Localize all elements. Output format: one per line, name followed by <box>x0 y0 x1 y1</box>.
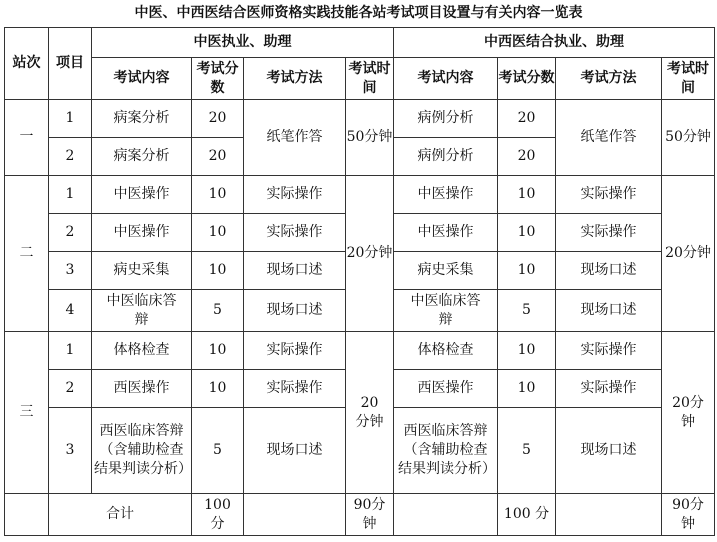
int-score: 20 <box>498 138 556 176</box>
int-method: 实际操作 <box>556 176 662 214</box>
tcm-time: 50分钟 <box>346 100 394 176</box>
int-content: 中医操作 <box>394 176 498 214</box>
int-score: 5 <box>498 290 556 332</box>
tcm-time: 20分钟 <box>346 332 394 494</box>
int-content: 病例分析 <box>394 100 498 138</box>
tcm-method: 实际操作 <box>244 370 346 408</box>
int-score: 10 <box>498 370 556 408</box>
header-integrated-group: 中西医结合执业、助理 <box>394 28 715 58</box>
int-time: 20分钟 <box>662 332 715 494</box>
tcm-score: 10 <box>192 332 244 370</box>
tcm-content: 中医操作 <box>92 214 192 252</box>
table-row <box>5 176 715 214</box>
station-label: 一 <box>5 100 49 176</box>
tcm-method: 实际操作 <box>244 332 346 370</box>
tcm-content: 西医操作 <box>92 370 192 408</box>
tcm-method: 实际操作 <box>244 214 346 252</box>
exam-table <box>4 27 715 536</box>
tcm-score: 10 <box>192 252 244 290</box>
tcm-score: 10 <box>192 176 244 214</box>
int-method: 纸笔作答 <box>556 100 662 176</box>
tcm-score: 5 <box>192 290 244 332</box>
item-number: 1 <box>49 100 92 138</box>
table-row <box>5 332 715 370</box>
int-score: 10 <box>498 332 556 370</box>
table-row <box>5 100 715 138</box>
header-station: 站次 <box>5 28 49 100</box>
item-number: 2 <box>49 214 92 252</box>
int-content: 西医操作 <box>394 370 498 408</box>
total-tcm-time: 90分钟 <box>346 494 394 536</box>
int-score: 10 <box>498 176 556 214</box>
item-number: 2 <box>49 370 92 408</box>
tcm-content: 体格检查 <box>92 332 192 370</box>
item-number: 3 <box>49 252 92 290</box>
item-number: 2 <box>49 138 92 176</box>
int-score: 10 <box>498 252 556 290</box>
header-item: 项目 <box>49 28 92 100</box>
item-number: 4 <box>49 290 92 332</box>
total-int-score: 100 分 <box>498 494 556 536</box>
total-tcm-score: 100分 <box>192 494 244 536</box>
int-time: 20分钟 <box>662 176 715 332</box>
tcm-content: 病案分析 <box>92 100 192 138</box>
tcm-content: 西医临床答辩（含辅助检查结果判读分析） <box>92 408 192 494</box>
int-score: 5 <box>498 408 556 494</box>
int-method: 实际操作 <box>556 332 662 370</box>
int-method: 实际操作 <box>556 370 662 408</box>
tcm-method: 纸笔作答 <box>244 100 346 176</box>
header-tcm-score: 考试分数 <box>192 58 244 100</box>
item-number: 1 <box>49 176 92 214</box>
tcm-content: 中医临床答辩 <box>92 290 192 332</box>
station-label: 三 <box>5 332 49 494</box>
header-int-time: 考试时间 <box>662 58 715 100</box>
item-number: 3 <box>49 408 92 494</box>
tcm-score: 20 <box>192 100 244 138</box>
int-score: 20 <box>498 100 556 138</box>
header-tcm-time: 考试时间 <box>346 58 394 100</box>
tcm-content: 病案分析 <box>92 138 192 176</box>
table-title: 中医、中西医结合医师资格实践技能各站考试项目设置与有关内容一览表 <box>134 5 583 21</box>
tcm-time: 20分钟 <box>346 176 394 332</box>
int-time: 50分钟 <box>662 100 715 176</box>
header-int-content: 考试内容 <box>394 58 498 100</box>
int-method: 现场口述 <box>556 252 662 290</box>
tcm-method: 现场口述 <box>244 408 346 494</box>
tcm-content: 中医操作 <box>92 176 192 214</box>
total-int-time: 90分钟 <box>662 494 715 536</box>
tcm-score: 5 <box>192 408 244 494</box>
int-method: 现场口述 <box>556 408 662 494</box>
int-score: 10 <box>498 214 556 252</box>
tcm-score: 20 <box>192 138 244 176</box>
tcm-content: 病史采集 <box>92 252 192 290</box>
header-tcm-method: 考试方法 <box>244 58 346 100</box>
header-int-score: 考试分数 <box>498 58 556 100</box>
tcm-score: 10 <box>192 370 244 408</box>
int-content: 西医临床答辩（含辅助检查结果判读分析） <box>394 408 498 494</box>
header-tcm-group: 中医执业、助理 <box>92 28 394 58</box>
item-number: 1 <box>49 332 92 370</box>
total-row <box>5 494 715 536</box>
int-content: 病例分析 <box>394 138 498 176</box>
int-content: 体格检查 <box>394 332 498 370</box>
header-int-method: 考试方法 <box>556 58 662 100</box>
tcm-method: 现场口述 <box>244 290 346 332</box>
tcm-method: 实际操作 <box>244 176 346 214</box>
tcm-method: 现场口述 <box>244 252 346 290</box>
int-content: 病史采集 <box>394 252 498 290</box>
int-content: 中医临床答辩 <box>394 290 498 332</box>
header-tcm-content: 考试内容 <box>92 58 192 100</box>
int-content: 中医操作 <box>394 214 498 252</box>
total-label: 合计 <box>49 494 192 536</box>
int-method: 现场口述 <box>556 290 662 332</box>
station-label: 二 <box>5 176 49 332</box>
tcm-score: 10 <box>192 214 244 252</box>
int-method: 实际操作 <box>556 214 662 252</box>
